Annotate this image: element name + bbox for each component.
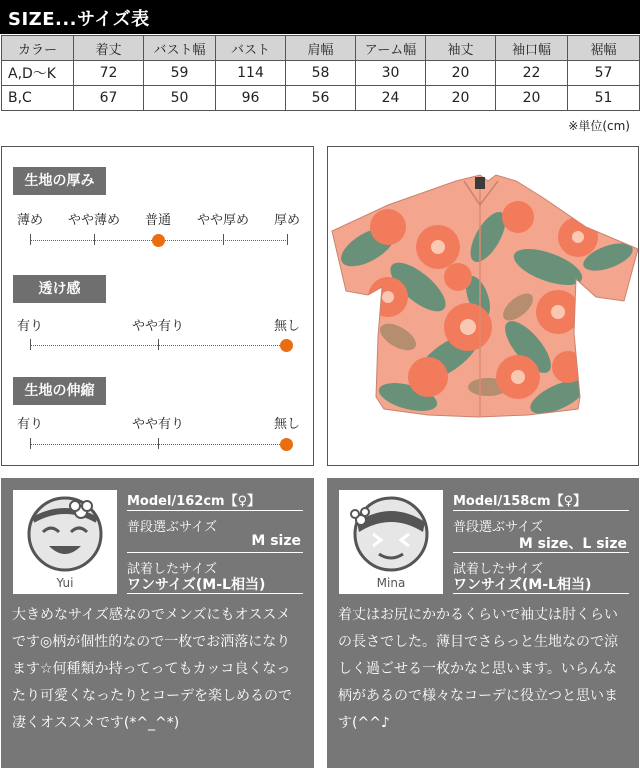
model-panel-yui (1, 478, 314, 768)
tried-size-caption: 試着したサイズ (453, 562, 543, 577)
thickness-label: 普通 (144, 213, 172, 228)
table-row (2, 86, 640, 111)
stretch-tag: 生地の伸縮 (13, 377, 106, 405)
divider (127, 593, 303, 594)
smiling-face-icon (13, 490, 117, 580)
thickness-label: やや厚め (196, 213, 250, 228)
table-header-row (2, 36, 640, 61)
model-panel-mina (327, 478, 639, 768)
header-cell: 袖口幅 (496, 36, 568, 61)
sheerness-scale (30, 345, 288, 346)
stretch-scale (30, 444, 288, 445)
scale-tick (30, 339, 31, 350)
table-cell: 58 (286, 61, 356, 86)
table-cell: A,D〜K (2, 61, 74, 86)
winking-face-icon (339, 490, 443, 580)
table-cell: 96 (216, 86, 286, 111)
divider (453, 552, 629, 553)
thickness-label: やや薄め (67, 213, 121, 228)
scale-tick (30, 234, 31, 245)
scale-tick (158, 438, 159, 449)
table-cell: 67 (74, 86, 144, 111)
scale-tick (158, 339, 159, 350)
table-cell: 57 (568, 61, 640, 86)
table-cell: 51 (568, 86, 640, 111)
model-name: Mina (376, 576, 406, 590)
sheerness-marker (280, 339, 293, 352)
table-cell: 56 (286, 86, 356, 111)
model-comment: 大きめなサイズ感なのでメンズにもオススメです◎柄が個性的なので一枚でお洒落になります☆何種類か持ってってもカッコ良くなったり可愛くなったりとコーデを楽しめるので凄くオススメです(*^_^*) (12, 607, 292, 731)
stretch-label: 無し (273, 417, 301, 432)
divider (127, 510, 303, 511)
header-cell: 肩幅 (286, 36, 356, 61)
sheerness-label: 有り (16, 319, 44, 334)
product-photo (327, 146, 639, 466)
divider (453, 510, 629, 511)
tried-size-value: ワンサイズ(M-L相当) (453, 577, 592, 593)
sheerness-tag: 透け感 (13, 275, 106, 303)
scale-tick (223, 234, 224, 245)
avatar (339, 490, 443, 594)
scale-tick (30, 438, 31, 449)
usual-size-value: M size (251, 533, 301, 549)
header-cell: 着丈 (74, 36, 144, 61)
usual-size-caption: 普段選ぶサイズ (127, 520, 217, 535)
tried-size-value: ワンサイズ(M-L相当) (127, 577, 266, 593)
header-cell: バスト (216, 36, 286, 61)
stretch-label: 有り (16, 417, 44, 432)
table-cell: 24 (356, 86, 426, 111)
header-cell: カラー (2, 36, 74, 61)
table-row (2, 61, 640, 86)
divider (127, 552, 303, 553)
header-cell: バスト幅 (144, 36, 216, 61)
page-title: SIZE...サイズ表 (8, 9, 150, 30)
stretch-marker (280, 438, 293, 451)
sheerness-label: やや有り (131, 319, 185, 334)
table-cell: B,C (2, 86, 74, 111)
thickness-marker (152, 234, 165, 247)
table-cell: 22 (496, 61, 568, 86)
divider (453, 593, 629, 594)
thickness-tag: 生地の厚み (13, 167, 106, 195)
avatar (13, 490, 117, 594)
model-height: Model/162cm【♀】 (127, 494, 261, 509)
table-cell: 20 (426, 86, 496, 111)
fabric-attributes-panel (1, 146, 314, 466)
usual-size-value: M size、L size (518, 536, 627, 552)
size-table (1, 35, 640, 111)
table-cell: 30 (356, 61, 426, 86)
title-bar (0, 0, 640, 34)
table-cell: 20 (496, 86, 568, 111)
sheerness-label: 無し (273, 319, 301, 334)
header-cell: アーム幅 (356, 36, 426, 61)
table-cell: 114 (216, 61, 286, 86)
stretch-label: やや有り (131, 417, 185, 432)
unit-note: ※単位(cm) (568, 119, 630, 133)
scale-tick (287, 234, 288, 245)
thickness-label: 薄め (16, 213, 44, 228)
table-cell: 50 (144, 86, 216, 111)
shirt-image (328, 147, 639, 466)
table-cell: 20 (426, 61, 496, 86)
header-cell: 裾幅 (568, 36, 640, 61)
scale-tick (94, 234, 95, 245)
header-cell: 袖丈 (426, 36, 496, 61)
usual-size-caption: 普段選ぶサイズ (453, 520, 543, 535)
table-cell: 72 (74, 61, 144, 86)
table-cell: 59 (144, 61, 216, 86)
model-height: Model/158cm【♀】 (453, 494, 587, 509)
tried-size-caption: 試着したサイズ (127, 562, 217, 577)
model-name: Yui (56, 576, 74, 590)
model-comment: 着丈はお尻にかかるくらいで袖丈は肘くらいの長さでした。薄目でさらっと生地なので涼しく過ごせる一枚かなと思います。いらんな柄があるので様々なコーデに役立つと思います(^^♪ (338, 607, 618, 731)
thickness-label: 厚め (273, 213, 301, 228)
